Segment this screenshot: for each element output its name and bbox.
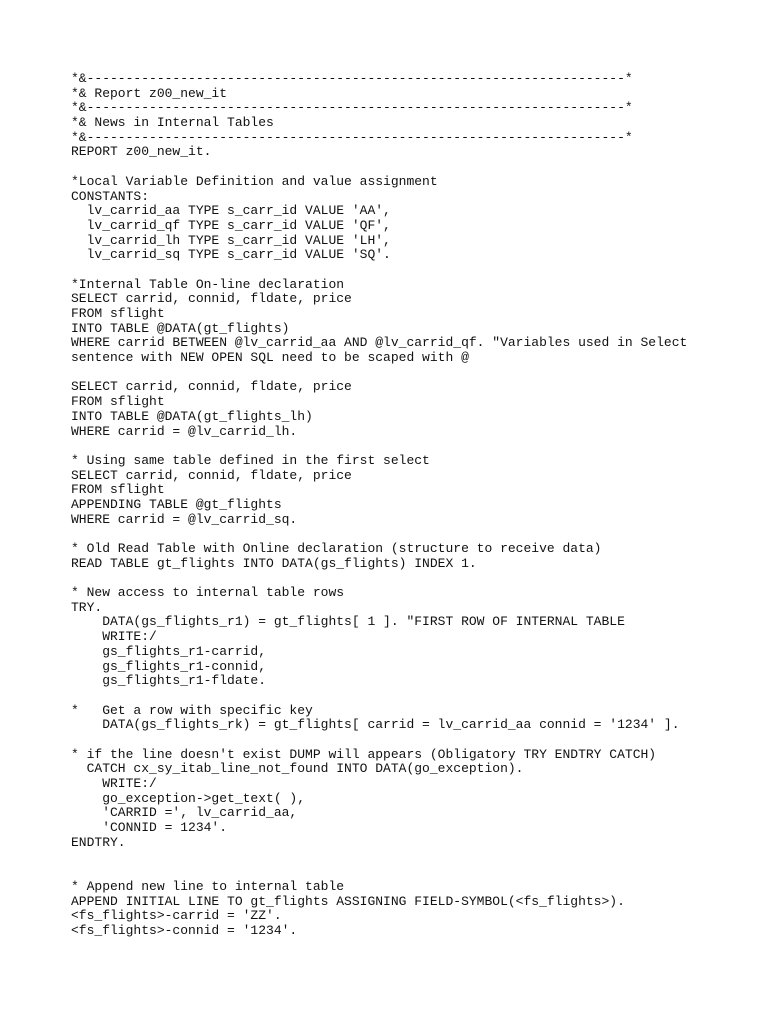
code-line xyxy=(71,865,687,880)
code-line: SELECT carrid, connid, fldate, price xyxy=(71,467,352,483)
code-line: *&---------------------------------------------------------------------* xyxy=(71,100,633,116)
code-line: WHERE carrid = @lv_carrid_lh. xyxy=(71,423,298,439)
code-line: REPORT z00_new_it. xyxy=(71,144,212,160)
code-line: *&---------------------------------------------------------------------* xyxy=(71,71,633,86)
code-line: WHERE carrid BETWEEN @lv_carrid_aa AND @lv_carrid_qf. "Variables used in Select xyxy=(71,335,688,351)
code-line: *Internal Table On-line declaration xyxy=(71,276,345,292)
code-line: gs_flights_r1-connid, xyxy=(71,658,267,674)
code-line: * if the line doesn't exist DUMP will appears (Obligatory TRY ENDTRY CATCH) xyxy=(71,746,657,762)
code-line: * Old Read Table with Online declaration (structure to receive data) xyxy=(71,541,602,556)
code-line xyxy=(71,263,687,278)
code-line: ENDTRY. xyxy=(71,834,126,850)
code-line: READ TABLE gt_flights INTO DATA(gs_flights) INDEX 1. xyxy=(71,555,477,571)
code-line: <fs_flights>-connid = '1234'. xyxy=(71,922,298,938)
code-line: CATCH cx_sy_itab_line_not_found INTO DATA(go_exception). xyxy=(71,761,524,777)
code-line: FROM sflight xyxy=(71,306,165,321)
code-line: APPENDING TABLE @gt_flights xyxy=(71,496,282,512)
code-line: sentence with NEW OPEN SQL need to be scaped with @ xyxy=(71,350,469,366)
abap-source-code xyxy=(71,72,687,939)
code-line: DATA(gs_flights_rk) = gt_flights[ carrid = lv_carrid_aa connid = '1234' ]. xyxy=(71,717,680,733)
code-line xyxy=(71,366,687,381)
code-line: FROM sflight xyxy=(71,394,165,410)
code-line xyxy=(71,733,687,748)
code-line: * Append new line to internal table xyxy=(71,878,345,894)
code-line: INTO TABLE @DATA(gt_flights) xyxy=(71,320,290,336)
code-line: *Local Variable Definition and value assignment xyxy=(71,173,438,189)
code-line: TRY. xyxy=(71,599,103,615)
code-line xyxy=(71,689,687,704)
code-line: *&---------------------------------------------------------------------* xyxy=(71,129,633,145)
code-line xyxy=(71,160,687,175)
code-line: * Using same table defined in the first select xyxy=(71,452,430,468)
code-line: gs_flights_r1-fldate. xyxy=(71,673,267,689)
code-line: * Get a row with specific key xyxy=(71,702,313,718)
code-line xyxy=(71,571,687,586)
code-line: WRITE:/ xyxy=(71,629,157,645)
code-line: CONSTANTS: xyxy=(71,188,150,204)
code-line: lv_carrid_lh TYPE s_carr_id VALUE 'LH', xyxy=(71,232,391,248)
code-line: gs_flights_r1-carrid, xyxy=(71,643,267,659)
code-line xyxy=(71,439,687,454)
code-line: SELECT carrid, connid, fldate, price xyxy=(71,291,352,307)
code-line: *& Report z00_new_it xyxy=(71,85,228,101)
code-line: <fs_flights>-carrid = 'ZZ'. xyxy=(71,908,282,924)
code-line: *& News in Internal Tables xyxy=(71,115,274,131)
code-line: lv_carrid_sq TYPE s_carr_id VALUE 'SQ'. xyxy=(71,247,391,263)
code-line: SELECT carrid, connid, fldate, price xyxy=(71,379,352,395)
code-line: INTO TABLE @DATA(gt_flights_lh) xyxy=(71,408,313,424)
code-line: * New access to internal table rows xyxy=(71,585,345,601)
code-line: 'CARRID =', lv_carrid_aa, xyxy=(71,805,298,821)
code-line: 'CONNID = 1234'. xyxy=(71,820,228,836)
code-line xyxy=(71,850,687,865)
code-line: WRITE:/ xyxy=(71,776,157,791)
code-line: go_exception->get_text( ), xyxy=(71,790,306,806)
code-line: FROM sflight xyxy=(71,482,165,498)
code-line xyxy=(71,527,687,542)
code-line: lv_carrid_aa TYPE s_carr_id VALUE 'AA', xyxy=(71,203,391,219)
code-line: WHERE carrid = @lv_carrid_sq. xyxy=(71,511,298,527)
code-line: APPEND INITIAL LINE TO gt_flights ASSIGNING FIELD-SYMBOL(<fs_flights>). xyxy=(71,893,625,909)
code-line: lv_carrid_qf TYPE s_carr_id VALUE 'QF', xyxy=(71,217,391,233)
code-line: DATA(gs_flights_r1) = gt_flights[ 1 ]. "FIRST ROW OF INTERNAL TABLE xyxy=(71,614,625,630)
